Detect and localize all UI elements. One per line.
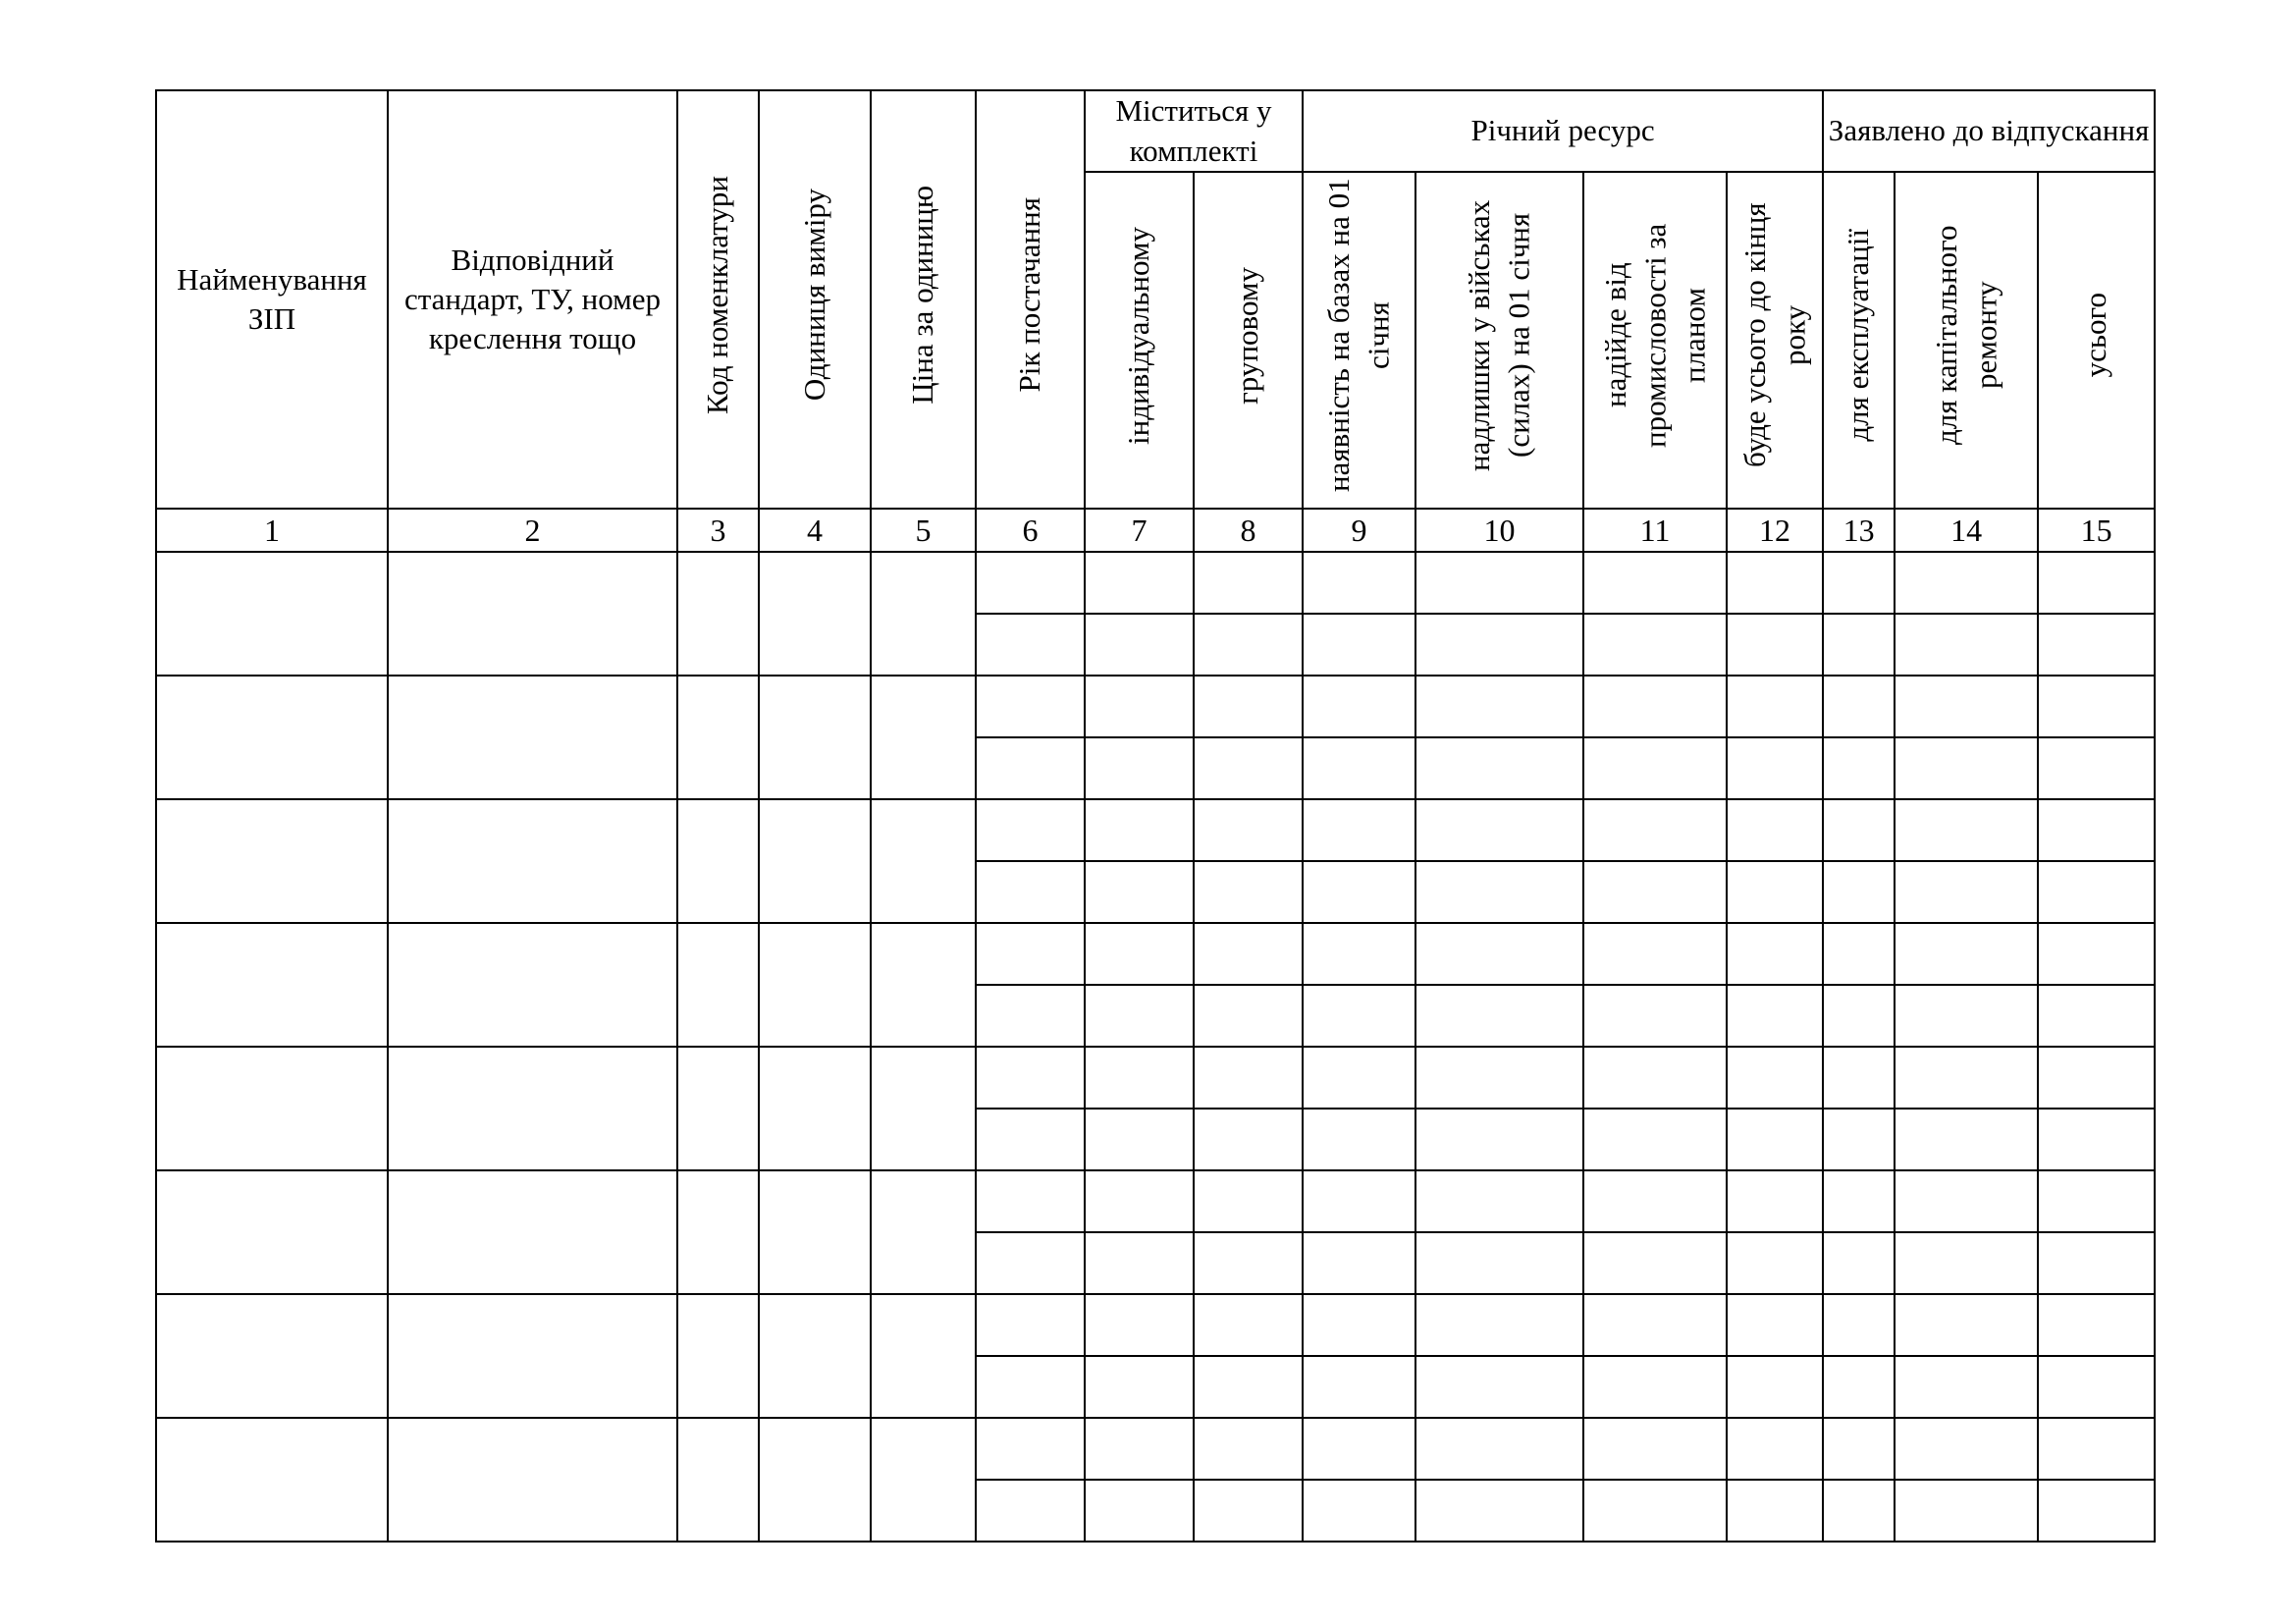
table-cell[interactable] xyxy=(1895,985,2038,1047)
table-cell[interactable] xyxy=(1415,552,1583,614)
table-cell[interactable] xyxy=(156,1047,388,1170)
table-cell[interactable] xyxy=(1194,1418,1303,1480)
table-cell[interactable] xyxy=(156,799,388,923)
table-cell[interactable] xyxy=(1415,1232,1583,1294)
table-cell[interactable] xyxy=(1415,1480,1583,1542)
table-cell[interactable] xyxy=(1085,985,1194,1047)
table-cell[interactable] xyxy=(677,552,759,676)
table-cell[interactable] xyxy=(1415,737,1583,799)
table-cell[interactable] xyxy=(1303,614,1415,676)
table-cell[interactable] xyxy=(388,1047,677,1170)
table-cell[interactable] xyxy=(1415,1356,1583,1418)
table-cell[interactable] xyxy=(1415,861,1583,923)
table-cell[interactable] xyxy=(1303,676,1415,737)
table-cell[interactable] xyxy=(1303,1109,1415,1170)
header-for-overhaul: для капітального ремонту xyxy=(1895,172,2038,509)
table-cell[interactable] xyxy=(1727,1232,1823,1294)
table-cell[interactable] xyxy=(156,1418,388,1542)
table-cell[interactable] xyxy=(1085,676,1194,737)
table-cell[interactable] xyxy=(1583,1294,1727,1356)
header-standard: Відповідний стандарт, ТУ, номер креслення тощо xyxy=(388,90,677,509)
column-number: 10 xyxy=(1415,509,1583,552)
table-cell[interactable] xyxy=(1583,1109,1727,1170)
header-group: груповому xyxy=(1194,172,1303,509)
table-cell[interactable] xyxy=(677,1170,759,1294)
table-cell[interactable] xyxy=(1823,552,1895,614)
table-cell[interactable] xyxy=(1194,676,1303,737)
table-row xyxy=(156,676,2155,737)
table-cell[interactable] xyxy=(871,799,976,923)
table-cell[interactable] xyxy=(1823,799,1895,861)
table-cell[interactable] xyxy=(1727,1356,1823,1418)
table-cell[interactable] xyxy=(1415,1294,1583,1356)
table-cell[interactable] xyxy=(677,676,759,799)
table-row xyxy=(156,799,2155,861)
table-cell[interactable] xyxy=(1895,1418,2038,1480)
table-row xyxy=(156,1170,2155,1232)
column-number: 2 xyxy=(388,509,677,552)
table-cell[interactable] xyxy=(759,552,871,676)
table-cell[interactable] xyxy=(1415,676,1583,737)
table-cell[interactable] xyxy=(976,923,1085,985)
table-cell[interactable] xyxy=(1303,1232,1415,1294)
table-cell[interactable] xyxy=(976,799,1085,861)
table-cell[interactable] xyxy=(2038,1418,2155,1480)
table-cell[interactable] xyxy=(1895,1047,2038,1109)
table-cell[interactable] xyxy=(1194,1109,1303,1170)
table-cell[interactable] xyxy=(2038,799,2155,861)
table-cell[interactable] xyxy=(1895,923,2038,985)
table-cell[interactable] xyxy=(2038,861,2155,923)
table-cell[interactable] xyxy=(1303,552,1415,614)
table-cell[interactable] xyxy=(677,1047,759,1170)
table-cell[interactable] xyxy=(677,1418,759,1542)
table-cell[interactable] xyxy=(1583,1418,1727,1480)
table-cell[interactable] xyxy=(1727,614,1823,676)
table-cell[interactable] xyxy=(1895,799,2038,861)
table-cell[interactable] xyxy=(1194,1356,1303,1418)
table-cell[interactable] xyxy=(1727,552,1823,614)
table-cell[interactable] xyxy=(1583,985,1727,1047)
column-number: 4 xyxy=(759,509,871,552)
table-cell[interactable] xyxy=(677,799,759,923)
header-group-declared: Заявлено до відпускання xyxy=(1823,90,2155,172)
header-unit-price: Ціна за одиницю xyxy=(871,90,976,509)
table-cell[interactable] xyxy=(1823,1109,1895,1170)
header-group-contained: Міститься у комплекті xyxy=(1085,90,1303,172)
table-cell[interactable] xyxy=(759,1170,871,1294)
table-cell[interactable] xyxy=(388,1170,677,1294)
table-cell[interactable] xyxy=(1583,923,1727,985)
header-unit: Одиниця виміру xyxy=(759,90,871,509)
table-cell[interactable] xyxy=(1895,1294,2038,1356)
column-number-row xyxy=(156,509,2155,552)
table-cell[interactable] xyxy=(1583,1170,1727,1232)
table-cell[interactable] xyxy=(677,923,759,1047)
table-cell[interactable] xyxy=(1085,1232,1194,1294)
table-cell[interactable] xyxy=(1823,737,1895,799)
table-cell[interactable] xyxy=(1727,737,1823,799)
table-cell[interactable] xyxy=(156,1170,388,1294)
table-cell[interactable] xyxy=(1895,737,2038,799)
table-cell[interactable] xyxy=(1194,1232,1303,1294)
table-cell[interactable] xyxy=(1415,923,1583,985)
table-cell[interactable] xyxy=(1303,861,1415,923)
table-cell[interactable] xyxy=(1415,799,1583,861)
table-cell[interactable] xyxy=(1583,799,1727,861)
table-cell[interactable] xyxy=(1085,799,1194,861)
header-year-end-total: буде усього до кінця року xyxy=(1727,172,1823,509)
column-number: 9 xyxy=(1303,509,1415,552)
table-cell[interactable] xyxy=(759,799,871,923)
table-cell[interactable] xyxy=(1415,1418,1583,1480)
table-cell[interactable] xyxy=(976,1418,1085,1480)
header-zip-name: Найменування ЗІП xyxy=(156,90,388,509)
table-cell[interactable] xyxy=(388,1294,677,1418)
table-cell[interactable] xyxy=(156,676,388,799)
table-cell[interactable] xyxy=(1823,1170,1895,1232)
table-cell[interactable] xyxy=(1194,861,1303,923)
table-cell[interactable] xyxy=(1415,1047,1583,1109)
table-cell[interactable] xyxy=(976,861,1085,923)
column-number: 13 xyxy=(1823,509,1895,552)
table-cell[interactable] xyxy=(1727,1047,1823,1109)
table-cell[interactable] xyxy=(1303,923,1415,985)
table-cell[interactable] xyxy=(1823,1418,1895,1480)
table-row xyxy=(156,1294,2155,1356)
table-cell[interactable] xyxy=(1415,985,1583,1047)
table-cell[interactable] xyxy=(976,1356,1085,1418)
table-cell[interactable] xyxy=(976,614,1085,676)
table-cell[interactable] xyxy=(1085,737,1194,799)
table-cell[interactable] xyxy=(388,676,677,799)
table-cell[interactable] xyxy=(1085,923,1194,985)
table-cell[interactable] xyxy=(2038,1232,2155,1294)
table-cell[interactable] xyxy=(1895,1480,2038,1542)
header-total: усього xyxy=(2038,172,2155,509)
table-cell[interactable] xyxy=(1583,676,1727,737)
table-cell[interactable] xyxy=(1895,614,2038,676)
table-cell[interactable] xyxy=(1194,737,1303,799)
table-row xyxy=(156,923,2155,985)
table-cell[interactable] xyxy=(871,552,976,676)
table-cell[interactable] xyxy=(1823,861,1895,923)
table-cell[interactable] xyxy=(1727,799,1823,861)
table-cell[interactable] xyxy=(2038,737,2155,799)
table-cell[interactable] xyxy=(976,552,1085,614)
table-cell[interactable] xyxy=(1583,1356,1727,1418)
table-cell[interactable] xyxy=(1085,1418,1194,1480)
table-cell[interactable] xyxy=(1194,614,1303,676)
table-cell[interactable] xyxy=(1194,1047,1303,1109)
column-number: 12 xyxy=(1727,509,1823,552)
table-cell[interactable] xyxy=(1583,861,1727,923)
table-cell[interactable] xyxy=(1895,1170,2038,1232)
header-for-operation: для експлуатації xyxy=(1823,172,1895,509)
zip-form-table xyxy=(155,89,2156,1543)
table-cell[interactable] xyxy=(2038,1109,2155,1170)
table-cell[interactable] xyxy=(156,552,388,676)
table-cell[interactable] xyxy=(1823,1480,1895,1542)
table-row xyxy=(156,1418,2155,1480)
table-cell[interactable] xyxy=(976,985,1085,1047)
table-cell[interactable] xyxy=(1895,1232,2038,1294)
table-cell[interactable] xyxy=(1085,1170,1194,1232)
header-bases-stock: наявність на базах на 01 січня xyxy=(1303,172,1415,509)
table-cell[interactable] xyxy=(1085,1047,1194,1109)
column-number: 15 xyxy=(2038,509,2155,552)
table-cell[interactable] xyxy=(1823,1047,1895,1109)
table-cell[interactable] xyxy=(1823,1294,1895,1356)
table-cell[interactable] xyxy=(1727,985,1823,1047)
table-cell[interactable] xyxy=(1303,799,1415,861)
table-cell[interactable] xyxy=(1194,923,1303,985)
table-cell[interactable] xyxy=(976,1047,1085,1109)
table-cell[interactable] xyxy=(1823,1356,1895,1418)
table-cell[interactable] xyxy=(1895,676,2038,737)
table-cell[interactable] xyxy=(1085,861,1194,923)
header-individual: індивідуальному xyxy=(1085,172,1194,509)
table-cell[interactable] xyxy=(1303,1480,1415,1542)
table-cell[interactable] xyxy=(1194,552,1303,614)
table-cell[interactable] xyxy=(1415,1170,1583,1232)
table-cell[interactable] xyxy=(1727,1294,1823,1356)
column-number: 7 xyxy=(1085,509,1194,552)
table-cell[interactable] xyxy=(1303,1170,1415,1232)
table-cell[interactable] xyxy=(1823,985,1895,1047)
column-number: 3 xyxy=(677,509,759,552)
table-cell[interactable] xyxy=(1583,1047,1727,1109)
table-cell[interactable] xyxy=(1085,1356,1194,1418)
table-cell[interactable] xyxy=(1194,1294,1303,1356)
table-cell[interactable] xyxy=(1895,552,2038,614)
table-cell[interactable] xyxy=(1085,614,1194,676)
table-cell[interactable] xyxy=(1415,1109,1583,1170)
table-cell[interactable] xyxy=(1194,799,1303,861)
table-cell[interactable] xyxy=(871,1047,976,1170)
table-cell[interactable] xyxy=(1727,1480,1823,1542)
table-cell[interactable] xyxy=(677,1294,759,1418)
table-cell[interactable] xyxy=(1303,1418,1415,1480)
table-row xyxy=(156,1047,2155,1109)
table-cell[interactable] xyxy=(976,1480,1085,1542)
table-cell[interactable] xyxy=(871,1418,976,1542)
table-cell[interactable] xyxy=(976,1109,1085,1170)
table-cell[interactable] xyxy=(759,923,871,1047)
table-cell[interactable] xyxy=(2038,552,2155,614)
table-cell[interactable] xyxy=(976,1232,1085,1294)
table-cell[interactable] xyxy=(1895,861,2038,923)
table-cell[interactable] xyxy=(388,799,677,923)
table-cell[interactable] xyxy=(2038,985,2155,1047)
column-number: 14 xyxy=(1895,509,2038,552)
table-cell[interactable] xyxy=(976,1170,1085,1232)
table-cell[interactable] xyxy=(871,1294,976,1418)
table-cell[interactable] xyxy=(1727,676,1823,737)
table-cell[interactable] xyxy=(1727,1170,1823,1232)
table-cell[interactable] xyxy=(1583,614,1727,676)
table-cell[interactable] xyxy=(1727,1109,1823,1170)
table-cell[interactable] xyxy=(1895,1356,2038,1418)
header-group-annual: Річний ресурс xyxy=(1303,90,1823,172)
table-cell[interactable] xyxy=(156,1294,388,1418)
table-cell[interactable] xyxy=(1194,985,1303,1047)
table-cell[interactable] xyxy=(2038,1170,2155,1232)
table-cell[interactable] xyxy=(1415,614,1583,676)
table-cell[interactable] xyxy=(1085,552,1194,614)
table-cell[interactable] xyxy=(2038,1356,2155,1418)
table-row xyxy=(156,552,2155,614)
table-cell[interactable] xyxy=(976,737,1085,799)
table-cell[interactable] xyxy=(1303,1294,1415,1356)
table-cell[interactable] xyxy=(2038,1480,2155,1542)
header-supply-year: Рік постачання xyxy=(976,90,1085,509)
table-cell[interactable] xyxy=(1823,614,1895,676)
table-cell[interactable] xyxy=(1895,1109,2038,1170)
table-cell[interactable] xyxy=(1303,985,1415,1047)
table-cell[interactable] xyxy=(156,923,388,1047)
column-number: 1 xyxy=(156,509,388,552)
table-cell[interactable] xyxy=(759,676,871,799)
table-cell[interactable] xyxy=(1583,1480,1727,1542)
table-cell[interactable] xyxy=(1823,676,1895,737)
table-cell[interactable] xyxy=(1727,861,1823,923)
column-number: 5 xyxy=(871,509,976,552)
table-cell[interactable] xyxy=(1303,1356,1415,1418)
table-cell[interactable] xyxy=(1303,737,1415,799)
table-cell[interactable] xyxy=(2038,676,2155,737)
table-cell[interactable] xyxy=(976,676,1085,737)
table-cell[interactable] xyxy=(1727,923,1823,985)
table-cell[interactable] xyxy=(1727,1418,1823,1480)
table-cell[interactable] xyxy=(759,1294,871,1418)
table-cell[interactable] xyxy=(2038,1294,2155,1356)
column-number: 8 xyxy=(1194,509,1303,552)
table-cell[interactable] xyxy=(2038,1047,2155,1109)
table-cell[interactable] xyxy=(871,1170,976,1294)
table-cell[interactable] xyxy=(1085,1294,1194,1356)
header-industry-supply: надійде від промисловості за планом xyxy=(1583,172,1727,509)
table-cell[interactable] xyxy=(871,923,976,1047)
table-cell[interactable] xyxy=(388,552,677,676)
table-cell[interactable] xyxy=(388,1418,677,1542)
table-cell[interactable] xyxy=(388,923,677,1047)
table-cell[interactable] xyxy=(1085,1109,1194,1170)
table-cell[interactable] xyxy=(1823,923,1895,985)
table-cell[interactable] xyxy=(1194,1480,1303,1542)
header-nomenclature-code: Код номенклатури xyxy=(677,90,759,509)
table-cell[interactable] xyxy=(1583,737,1727,799)
table-cell[interactable] xyxy=(976,1294,1085,1356)
table-cell[interactable] xyxy=(1303,1047,1415,1109)
table-cell[interactable] xyxy=(759,1047,871,1170)
table-cell[interactable] xyxy=(2038,614,2155,676)
table-cell[interactable] xyxy=(2038,923,2155,985)
table-cell[interactable] xyxy=(1583,552,1727,614)
table-cell[interactable] xyxy=(759,1418,871,1542)
table-cell[interactable] xyxy=(1085,1480,1194,1542)
column-number: 6 xyxy=(976,509,1085,552)
header-troops-surplus: надлишки у військах (силах) на 01 січня xyxy=(1415,172,1583,509)
table-cell[interactable] xyxy=(1823,1232,1895,1294)
table-cell[interactable] xyxy=(871,676,976,799)
column-number: 11 xyxy=(1583,509,1727,552)
table-cell[interactable] xyxy=(1194,1170,1303,1232)
table-cell[interactable] xyxy=(1583,1232,1727,1294)
